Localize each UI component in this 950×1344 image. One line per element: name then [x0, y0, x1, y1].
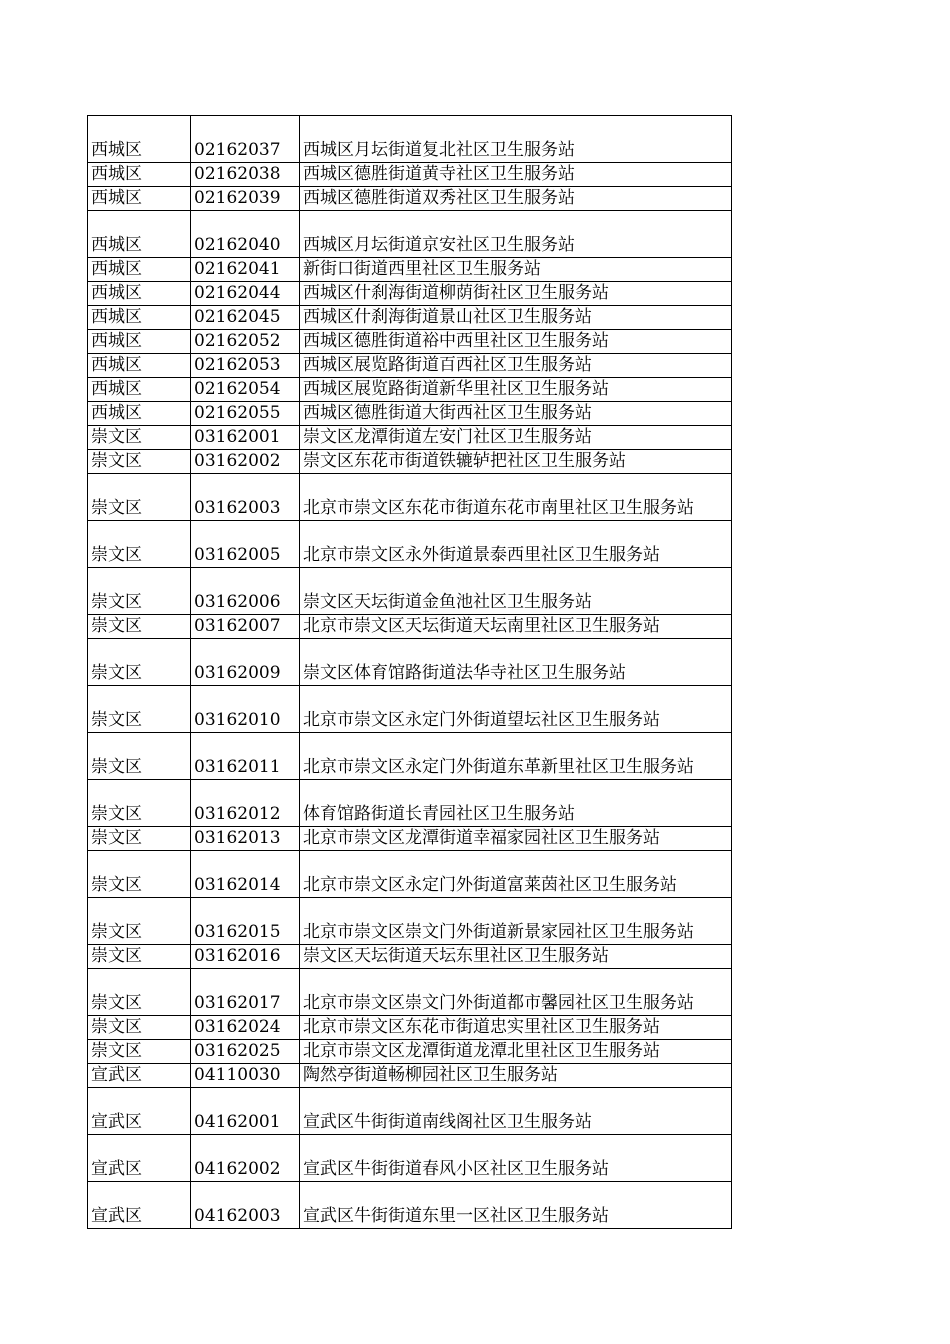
- facility-name-cell: 北京市崇文区永定门外街道望坛社区卫生服务站: [300, 686, 732, 733]
- facility-name-cell: 宣武区牛街街道南线阁社区卫生服务站: [300, 1088, 732, 1135]
- code-cell: 02162038: [191, 163, 300, 187]
- facility-name-cell: 西城区德胜街道双秀社区卫生服务站: [300, 187, 732, 211]
- table-row: [88, 450, 732, 474]
- code-cell: 03162012: [191, 780, 300, 827]
- code-cell: 03162025: [191, 1040, 300, 1064]
- district-cell: 崇文区: [88, 1040, 191, 1064]
- table-row: [88, 1040, 732, 1064]
- district-cell: 崇文区: [88, 615, 191, 639]
- district-cell: 宣武区: [88, 1135, 191, 1182]
- district-cell: 崇文区: [88, 898, 191, 945]
- code-cell: 03162016: [191, 945, 300, 969]
- code-cell: 03162009: [191, 639, 300, 686]
- table-row: [88, 330, 732, 354]
- code-cell: 04110030: [191, 1064, 300, 1088]
- facility-name-cell: 西城区展览路街道新华里社区卫生服务站: [300, 378, 732, 402]
- table-row: [88, 1016, 732, 1040]
- district-cell: 西城区: [88, 116, 191, 163]
- code-cell: 03162006: [191, 568, 300, 615]
- district-cell: 崇文区: [88, 568, 191, 615]
- code-cell: 03162017: [191, 969, 300, 1016]
- district-cell: 西城区: [88, 306, 191, 330]
- facility-name-cell: 崇文区东花市街道铁辘轳把社区卫生服务站: [300, 450, 732, 474]
- table-row: [88, 426, 732, 450]
- district-cell: 西城区: [88, 282, 191, 306]
- facility-name-cell: 北京市崇文区东花市街道东花市南里社区卫生服务站: [300, 474, 732, 521]
- code-cell: 02162045: [191, 306, 300, 330]
- facility-name-cell: 西城区月坛街道京安社区卫生服务站: [300, 211, 732, 258]
- district-cell: 西城区: [88, 163, 191, 187]
- facility-name-cell: 体育馆路街道长青园社区卫生服务站: [300, 780, 732, 827]
- table-row: [88, 402, 732, 426]
- code-cell: 04162001: [191, 1088, 300, 1135]
- table-row: [88, 1064, 732, 1088]
- table-body: [88, 116, 732, 1229]
- table-row: [88, 116, 732, 163]
- table-row: [88, 945, 732, 969]
- district-cell: 西城区: [88, 378, 191, 402]
- district-cell: 崇文区: [88, 426, 191, 450]
- table-row: [88, 898, 732, 945]
- facility-name-cell: 北京市崇文区东花市街道忠实里社区卫生服务站: [300, 1016, 732, 1040]
- code-cell: 02162055: [191, 402, 300, 426]
- facility-name-cell: 西城区德胜街道黄寺社区卫生服务站: [300, 163, 732, 187]
- facility-name-cell: 陶然亭街道畅柳园社区卫生服务站: [300, 1064, 732, 1088]
- table-row: [88, 211, 732, 258]
- district-cell: 宣武区: [88, 1064, 191, 1088]
- table-row: [88, 686, 732, 733]
- code-cell: 02162052: [191, 330, 300, 354]
- table-row: [88, 568, 732, 615]
- code-cell: 03162007: [191, 615, 300, 639]
- facility-name-cell: 崇文区体育馆路街道法华寺社区卫生服务站: [300, 639, 732, 686]
- district-cell: 西城区: [88, 330, 191, 354]
- district-cell: 崇文区: [88, 780, 191, 827]
- district-cell: 西城区: [88, 211, 191, 258]
- facility-name-cell: 崇文区天坛街道天坛东里社区卫生服务站: [300, 945, 732, 969]
- table-row: [88, 969, 732, 1016]
- facility-name-cell: 北京市崇文区龙潭街道幸福家园社区卫生服务站: [300, 827, 732, 851]
- code-cell: 03162010: [191, 686, 300, 733]
- facility-name-cell: 北京市崇文区永定门外街道东革新里社区卫生服务站: [300, 733, 732, 780]
- facility-name-cell: 宣武区牛街街道东里一区社区卫生服务站: [300, 1182, 732, 1229]
- facility-name-cell: 北京市崇文区龙潭街道龙潭北里社区卫生服务站: [300, 1040, 732, 1064]
- table-row: [88, 639, 732, 686]
- district-cell: 崇文区: [88, 827, 191, 851]
- code-cell: 02162054: [191, 378, 300, 402]
- table-row: [88, 1135, 732, 1182]
- facility-name-cell: 崇文区天坛街道金鱼池社区卫生服务站: [300, 568, 732, 615]
- facility-name-cell: 西城区展览路街道百西社区卫生服务站: [300, 354, 732, 378]
- facility-table: [87, 115, 732, 1229]
- table-row: [88, 780, 732, 827]
- district-cell: 崇文区: [88, 969, 191, 1016]
- code-cell: 02162053: [191, 354, 300, 378]
- code-cell: 02162039: [191, 187, 300, 211]
- table-row: [88, 851, 732, 898]
- facility-name-cell: 西城区什刹海街道柳荫街社区卫生服务站: [300, 282, 732, 306]
- table-row: [88, 474, 732, 521]
- table-row: [88, 378, 732, 402]
- district-cell: 西城区: [88, 402, 191, 426]
- district-cell: 崇文区: [88, 639, 191, 686]
- table-row: [88, 1182, 732, 1229]
- code-cell: 02162041: [191, 258, 300, 282]
- table-row: [88, 354, 732, 378]
- table-row: [88, 827, 732, 851]
- table-row: [88, 306, 732, 330]
- facility-name-cell: 西城区德胜街道大街西社区卫生服务站: [300, 402, 732, 426]
- district-cell: 宣武区: [88, 1182, 191, 1229]
- code-cell: 02162037: [191, 116, 300, 163]
- table-row: [88, 733, 732, 780]
- facility-name-cell: 北京市崇文区天坛街道天坛南里社区卫生服务站: [300, 615, 732, 639]
- code-cell: 03162005: [191, 521, 300, 568]
- facility-name-cell: 宣武区牛街街道春风小区社区卫生服务站: [300, 1135, 732, 1182]
- table-row: [88, 282, 732, 306]
- code-cell: 02162044: [191, 282, 300, 306]
- facility-name-cell: 西城区月坛街道复北社区卫生服务站: [300, 116, 732, 163]
- district-cell: 崇文区: [88, 733, 191, 780]
- code-cell: 03162001: [191, 426, 300, 450]
- table-row: [88, 187, 732, 211]
- code-cell: 03162024: [191, 1016, 300, 1040]
- district-cell: 西城区: [88, 258, 191, 282]
- facility-name-cell: 崇文区龙潭街道左安门社区卫生服务站: [300, 426, 732, 450]
- facility-name-cell: 新街口街道西里社区卫生服务站: [300, 258, 732, 282]
- facility-name-cell: 北京市崇文区永定门外街道富莱茵社区卫生服务站: [300, 851, 732, 898]
- table-row: [88, 163, 732, 187]
- code-cell: 03162011: [191, 733, 300, 780]
- facility-name-cell: 北京市崇文区永外街道景泰西里社区卫生服务站: [300, 521, 732, 568]
- district-cell: 崇文区: [88, 474, 191, 521]
- table-row: [88, 258, 732, 282]
- table-row: [88, 615, 732, 639]
- code-cell: 03162015: [191, 898, 300, 945]
- code-cell: 04162002: [191, 1135, 300, 1182]
- district-cell: 崇文区: [88, 521, 191, 568]
- district-cell: 崇文区: [88, 686, 191, 733]
- district-cell: 宣武区: [88, 1088, 191, 1135]
- table-row: [88, 521, 732, 568]
- code-cell: 03162002: [191, 450, 300, 474]
- code-cell: 03162014: [191, 851, 300, 898]
- district-cell: 崇文区: [88, 851, 191, 898]
- code-cell: 03162013: [191, 827, 300, 851]
- district-cell: 崇文区: [88, 945, 191, 969]
- code-cell: 02162040: [191, 211, 300, 258]
- district-cell: 西城区: [88, 354, 191, 378]
- district-cell: 崇文区: [88, 1016, 191, 1040]
- district-cell: 崇文区: [88, 450, 191, 474]
- code-cell: 03162003: [191, 474, 300, 521]
- facility-name-cell: 西城区德胜街道裕中西里社区卫生服务站: [300, 330, 732, 354]
- facility-name-cell: 西城区什刹海街道景山社区卫生服务站: [300, 306, 732, 330]
- table-row: [88, 1088, 732, 1135]
- facility-name-cell: 北京市崇文区崇文门外街道新景家园社区卫生服务站: [300, 898, 732, 945]
- district-cell: 西城区: [88, 187, 191, 211]
- facility-name-cell: 北京市崇文区崇文门外街道都市馨园社区卫生服务站: [300, 969, 732, 1016]
- code-cell: 04162003: [191, 1182, 300, 1229]
